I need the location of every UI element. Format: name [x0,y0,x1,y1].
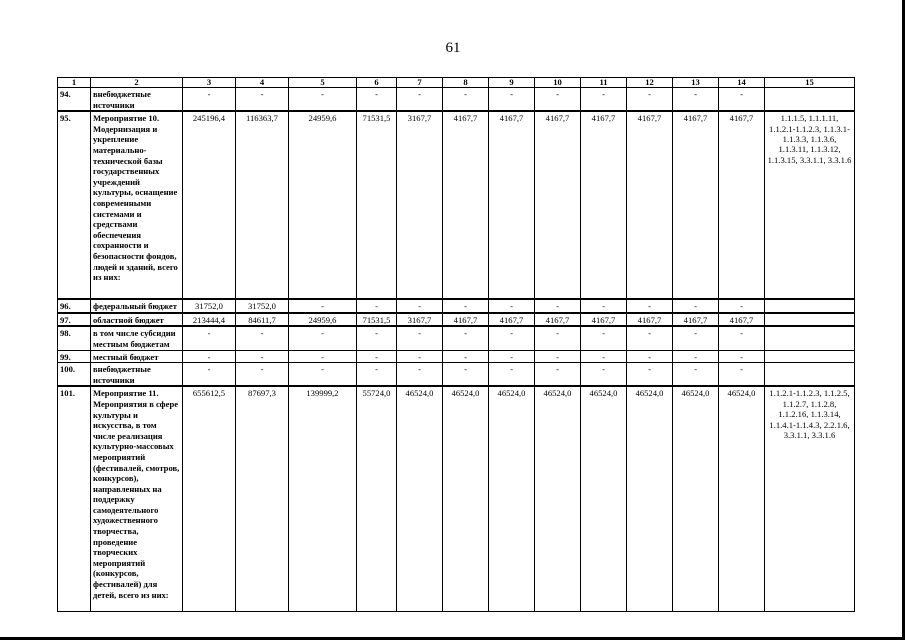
row-name: местный бюджет [91,350,183,363]
value-cell: - [673,326,719,350]
value-cell: 4167,7 [627,313,673,327]
value-cell: 4167,7 [489,111,535,299]
value-cell: - [236,88,289,112]
value-cell: 46524,0 [581,386,627,611]
value-cell: - [719,326,765,350]
value-cell: 46524,0 [673,386,719,611]
column-number: 9 [489,78,535,88]
value-cell: - [627,363,673,387]
value-cell: - [489,326,535,350]
row-name: федеральный бюджет [91,299,183,313]
budget-table [57,77,855,612]
value-cell: 4167,7 [581,111,627,299]
value-cell: - [719,350,765,363]
table-row [58,111,855,299]
value-cell: - [489,350,535,363]
column-number: 4 [236,78,289,88]
indicator-codes [765,350,855,363]
row-number: 101. [58,386,91,611]
column-number: 14 [719,78,765,88]
value-cell: 4167,7 [535,313,581,327]
value-cell: 4167,7 [581,313,627,327]
value-cell: - [535,326,581,350]
row-name: в том числе субсидии местным бюджетам [91,326,183,350]
value-cell: - [236,326,289,350]
value-cell: 46524,0 [397,386,443,611]
value-cell: - [236,363,289,387]
value-cell: 4167,7 [673,111,719,299]
row-number: 97. [58,313,91,327]
value-cell: 46524,0 [627,386,673,611]
column-number: 11 [581,78,627,88]
value-cell: 245196,4 [183,111,236,299]
value-cell: - [535,363,581,387]
value-cell: 55724,0 [357,386,397,611]
value-cell: - [443,326,489,350]
value-cell: - [357,299,397,313]
indicator-codes [765,88,855,112]
value-cell: 71531,5 [357,111,397,299]
value-cell: - [581,350,627,363]
value-cell: - [489,363,535,387]
table-row [58,299,855,313]
value-cell: - [673,350,719,363]
value-cell: - [443,350,489,363]
value-cell: 3167,7 [397,313,443,327]
table-row [58,363,855,387]
value-cell: - [535,350,581,363]
value-cell: - [443,363,489,387]
value-cell: 655612,5 [183,386,236,611]
row-name: областной бюджет [91,313,183,327]
value-cell: - [719,299,765,313]
value-cell: - [397,299,443,313]
value-cell: 3167,7 [397,111,443,299]
indicator-codes: 1.1.1.5, 1.1.1.11, 1.1.2.1-1.1.2.3, 1.1.3.1-1.1.3.3, 1.1.3.6, 1.1.3.11, 1.1.3.12, 1.1.3.15, 3.3.1.1, 3.3.1.6 [765,111,855,299]
value-cell: - [183,363,236,387]
value-cell: - [357,350,397,363]
column-number: 6 [357,78,397,88]
column-number: 8 [443,78,489,88]
value-cell: 46524,0 [489,386,535,611]
value-cell: - [719,88,765,112]
value-cell: - [673,363,719,387]
value-cell: 4167,7 [719,313,765,327]
value-cell: - [627,88,673,112]
value-cell: - [183,326,236,350]
value-cell: - [719,363,765,387]
value-cell: 24959,6 [289,111,357,299]
value-cell: - [357,363,397,387]
column-number: 2 [91,78,183,88]
value-cell: 4167,7 [719,111,765,299]
row-name: Мероприятие 11. Мероприятия в сфере культуры и искусства, в том числе реализация культурно-массовых мероприятий (фестивалей, смотров, конкурсов), направленных на поддержку самодеятельного художественного творчества, проведение творческих мероприятий (конкурсов, фестивалей) для детей, всего из них: [91,386,183,611]
value-cell: 116363,7 [236,111,289,299]
value-cell: - [443,88,489,112]
column-number: 13 [673,78,719,88]
column-number: 10 [535,78,581,88]
table-row [58,326,855,350]
indicator-codes [765,363,855,387]
page-number: 61 [445,40,461,56]
value-cell: 4167,7 [673,313,719,327]
row-number: 94. [58,88,91,112]
value-cell: - [183,88,236,112]
table-row [58,350,855,363]
value-cell: - [397,88,443,112]
column-number: 3 [183,78,236,88]
value-cell: - [627,299,673,313]
value-cell: 31752,0 [236,299,289,313]
indicator-codes [765,326,855,350]
table-row [58,313,855,327]
value-cell: - [357,326,397,350]
value-cell: 24959,6 [289,313,357,327]
value-cell: 46524,0 [719,386,765,611]
table-row [58,88,855,112]
value-cell: 4167,7 [443,111,489,299]
value-cell: 46524,0 [443,386,489,611]
indicator-codes [765,299,855,313]
value-cell: - [581,88,627,112]
value-cell: - [397,350,443,363]
value-cell: - [183,350,236,363]
row-number: 98. [58,326,91,350]
value-cell: - [443,299,489,313]
value-cell: 4167,7 [489,313,535,327]
value-cell: 87697,3 [236,386,289,611]
value-cell: 46524,0 [535,386,581,611]
row-number: 96. [58,299,91,313]
value-cell: - [397,326,443,350]
value-cell: - [673,299,719,313]
row-number: 100. [58,363,91,387]
value-cell: - [289,299,357,313]
row-number: 99. [58,350,91,363]
value-cell: - [489,88,535,112]
value-cell: - [535,299,581,313]
value-cell: 71531,5 [357,313,397,327]
value-cell: - [627,350,673,363]
value-cell: - [289,350,357,363]
value-cell: - [289,326,357,350]
value-cell: - [581,326,627,350]
value-cell: - [397,363,443,387]
value-cell: - [489,299,535,313]
value-cell: - [535,88,581,112]
column-number-row [58,78,855,88]
column-number: 7 [397,78,443,88]
value-cell: 4167,7 [443,313,489,327]
value-cell: - [581,299,627,313]
value-cell: 84611,7 [236,313,289,327]
value-cell: - [289,88,357,112]
row-name: Мероприятие 10. Модернизация и укрепление материально- технической базы государственных учреждений культуры, оснащение современными системами и средствами обеспечения сохранности и безопасности фондов, людей и зданий, всего из них: [91,111,183,299]
row-name: внебюджетные источники [91,363,183,387]
value-cell: - [357,88,397,112]
indicator-codes [765,313,855,327]
row-name: внебюджетные источники [91,88,183,112]
value-cell: 139999,2 [289,386,357,611]
indicator-codes: 1.1.2.1-1.1.2.3, 1.1.2.5, 1.1.2.7, 1.1.2.8, 1.1.2.16, 1.1.3.14, 1.1.4.1-1.1.4.3, 2.2.1.6, 3.3.1.1, 3.3.1.6 [765,386,855,611]
value-cell: 4167,7 [627,111,673,299]
column-number: 12 [627,78,673,88]
column-number: 5 [289,78,357,88]
column-number: 1 [58,78,91,88]
row-number: 95. [58,111,91,299]
value-cell: - [289,363,357,387]
table-row [58,386,855,611]
value-cell: - [581,363,627,387]
value-cell: - [627,326,673,350]
value-cell: 31752,0 [183,299,236,313]
value-cell: 4167,7 [535,111,581,299]
value-cell: 213444,4 [183,313,236,327]
value-cell: - [673,88,719,112]
value-cell: - [236,350,289,363]
column-number: 15 [765,78,855,88]
